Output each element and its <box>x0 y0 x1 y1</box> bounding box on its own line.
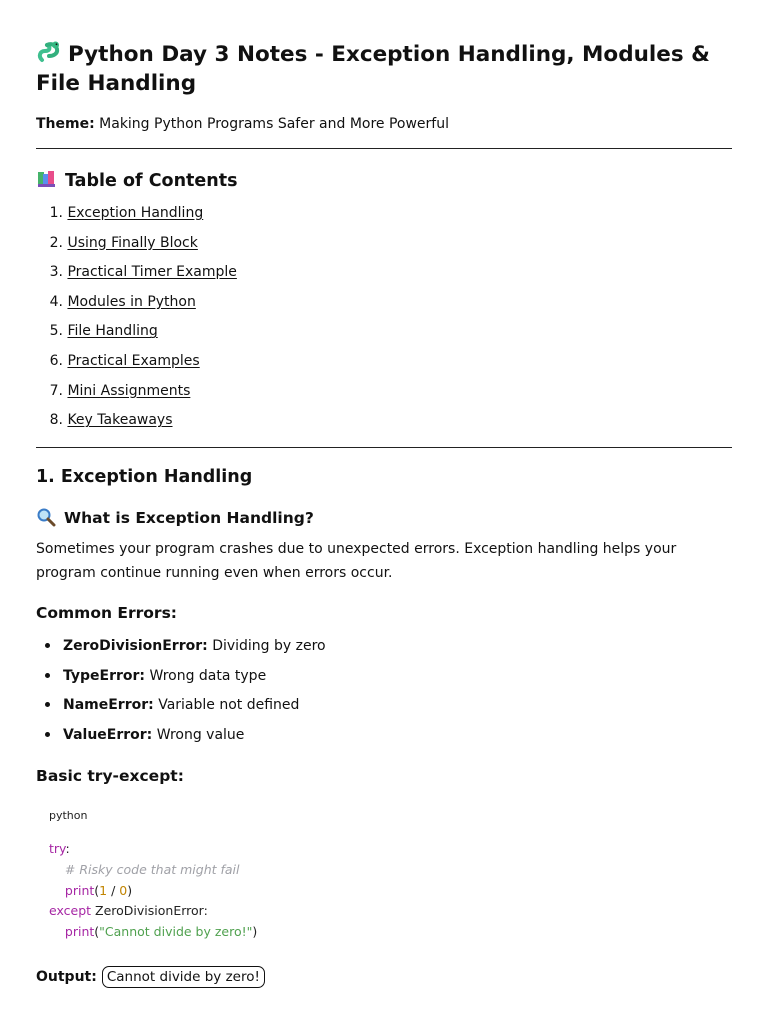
toc-item: 1. Exception Handling <box>49 205 204 221</box>
toc-item: 7. Mini Assignments <box>49 382 191 399</box>
toc-link-finally-block[interactable]: Using Finally Block <box>67 234 198 251</box>
code-line: # Risky code that might fail <box>64 861 240 877</box>
basic-try-except-heading: Basic try-except: <box>36 767 184 785</box>
theme-label: Theme: <box>36 116 95 132</box>
output-line <box>36 966 265 988</box>
toc-link-modules[interactable]: Modules in Python <box>67 293 196 310</box>
books-icon <box>36 169 58 189</box>
divider <box>36 447 732 448</box>
toc-item: 8. Key Takeaways <box>49 412 173 429</box>
toc-link-key-takeaways[interactable]: Key Takeaways <box>67 412 173 429</box>
theme-line <box>36 115 449 133</box>
table-of-contents <box>36 203 237 440</box>
toc-link-timer-example[interactable]: Practical Timer Example <box>67 264 237 281</box>
toc-item: 6. Practical Examples <box>49 352 200 369</box>
output-value: Cannot divide by zero! <box>102 966 265 988</box>
output-label: Output: <box>36 969 97 985</box>
common-errors-heading: Common Errors: <box>36 604 177 622</box>
toc-link-exception-handling[interactable]: Exception Handling <box>67 205 204 221</box>
code-line: try: <box>49 841 70 856</box>
list-item: ValueError: Wrong value <box>36 725 326 755</box>
toc-item: 5. File Handling <box>49 323 158 340</box>
theme-text: Making Python Programs Safer and More Powerful <box>99 116 449 132</box>
errors-list <box>36 636 326 755</box>
page-title <box>36 40 736 98</box>
code-language-label: python <box>49 809 88 822</box>
toc-link-practical-examples[interactable]: Practical Examples <box>67 352 200 369</box>
snake-icon <box>36 40 62 64</box>
code-line: except ZeroDivisionError: <box>49 903 208 919</box>
list-item: NameError: Variable not defined <box>36 695 326 725</box>
toc-heading-text: Table of Contents <box>65 171 238 191</box>
code-line: print("Cannot divide by zero!") <box>64 924 258 940</box>
section-heading: 1. Exception Handling <box>36 467 253 487</box>
code-block <box>49 808 257 943</box>
divider <box>36 148 732 149</box>
toc-link-mini-assignments[interactable]: Mini Assignments <box>67 382 191 399</box>
sub-heading-text: What is Exception Handling? <box>64 509 314 527</box>
toc-link-file-handling[interactable]: File Handling <box>67 323 158 340</box>
intro-paragraph: Sometimes your program crashes due to unexpected errors. Exception handling helps your program continue running even when errors occur. <box>36 541 677 581</box>
toc-item: 4. Modules in Python <box>49 293 196 310</box>
sub-heading <box>36 507 314 528</box>
toc-heading <box>36 169 238 192</box>
list-item: ZeroDivisionError: Dividing by zero <box>36 636 326 666</box>
list-item: TypeError: Wrong data type <box>36 666 326 696</box>
magnifier-icon <box>36 507 56 527</box>
title-text: Python Day 3 Notes - Exception Handling, Modules & File Handling <box>36 42 710 96</box>
toc-item: 3. Practical Timer Example <box>49 264 237 281</box>
toc-item: 2. Using Finally Block <box>49 234 198 251</box>
code-line: print(1 / 0) <box>64 882 133 898</box>
